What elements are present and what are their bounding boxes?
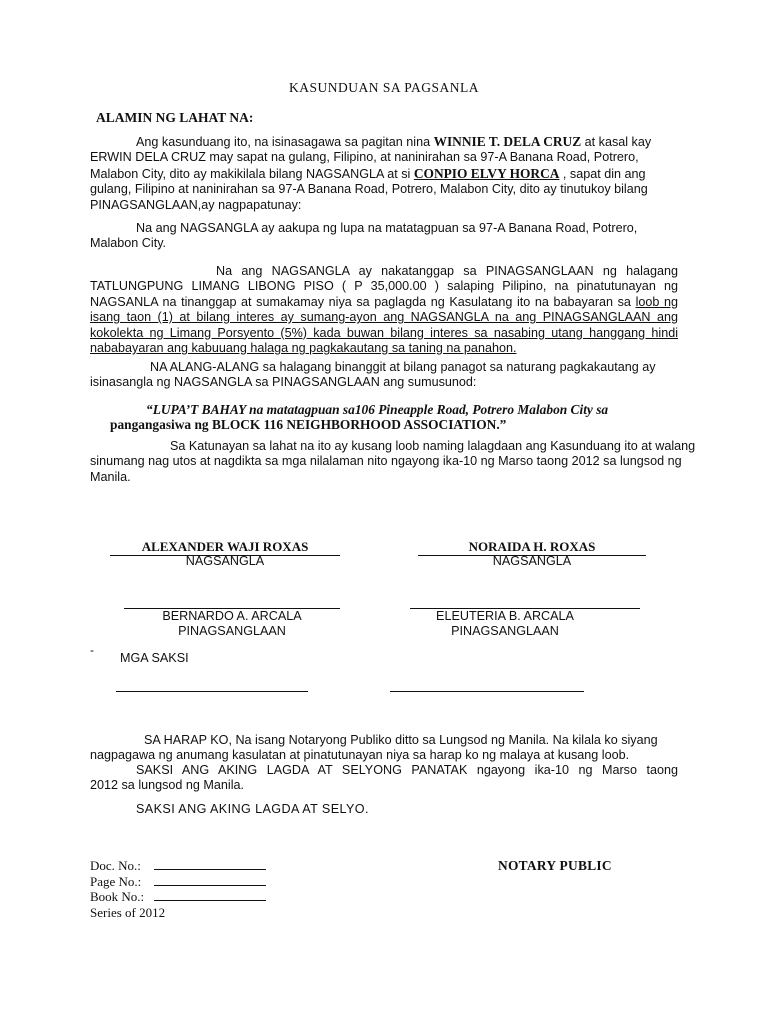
paragraph-line: Malabon City. [90, 236, 167, 251]
paragraph-line: PINAGSANGLAAN,ay nagpapatunay: [90, 197, 302, 212]
party-name: CONPIO ELVY HORCA [413, 165, 560, 181]
paragraph-line: SAKSI ANG AKING LAGDA AT SELYONG PANATAK ngayong ika-10 ng Marso taong [136, 763, 678, 777]
paragraph-collateral [90, 360, 678, 391]
paragraph-line: Na ang NAGSANGLA ay aakupa ng lupa na matatagpuan sa 97-A Banana Road, Potrero, [136, 221, 638, 235]
doc-no-row: Doc. No.: [90, 858, 266, 874]
document-title: KASUNDUAN SA PAGSANLA [288, 80, 480, 95]
paragraph-line: ERWIN DELA CRUZ may sapat na gulang, Filipino, at naninirahan sa 97-A Banana Road, Potrero, [90, 150, 639, 165]
paragraph-line: Ang kasunduang ito, na isinasagawa sa pagitan nina WINNIE T. DELA CRUZ at kasal kay [136, 134, 652, 149]
witness-signature-line [116, 691, 308, 692]
paragraph-parties [90, 134, 678, 213]
paragraph-line: SA HARAP KO, Na isang Notaryong Publiko ditto sa Lungsod ng Manila. Na kilala ko siyang [144, 733, 658, 747]
document-heading: ALAMIN NG LAHAT NA: [96, 110, 254, 125]
quote-line: pangangasiwa ng BLOCK 116 NEIGHBORHOOD ASSOCIATION.” [110, 417, 507, 432]
signatory-role: PINAGSANGLAAN [451, 624, 559, 638]
paragraph-line: sinumang nag utos at nagdikta sa mga nilalaman nito ngayong ika-10 ng Marso taong 2012 sa lungsod ng [90, 454, 682, 469]
signatory-name: ALEXANDER WAJI ROXAS [141, 539, 309, 554]
witness-signature-line [390, 691, 584, 692]
blank-field [154, 858, 266, 870]
paragraph-line: Sa Katunayan sa lahat na ito ay kusang loob naming lalagdaan ang Kasunduang ito at walang [170, 439, 696, 453]
paragraph-notary [90, 733, 678, 764]
paragraph-line: Malabon City, dito ay makikilala bilang NAGSANGLA at si CONPIO ELVY HORCA , sapat din ang [90, 165, 646, 181]
paragraph-loan [90, 264, 678, 356]
paragraph-line: nababayaran ang kabuuang halaga ng pagkakautang sa taning na panahon. [90, 341, 517, 356]
paragraph-line: kokolekta ng Limang Porsyento (5%) kada buwan bilang interes sa nasabing utang hanggang hindi [90, 325, 678, 340]
signatory-name: ELEUTERIA B. ARCALA [436, 609, 574, 623]
paragraph-line: isang taon (1) at bilang interes ay sumang-ayon ang NAGSANGLA na ang PINAGSANGLAAN ang [90, 310, 678, 325]
notary-public-label: NOTARY PUBLIC [498, 858, 612, 873]
book-no-row: Book No.: [90, 889, 266, 905]
paragraph-property [90, 221, 678, 252]
paragraph-notary-seal [90, 763, 678, 794]
page-no-row: Page No.: [90, 874, 266, 890]
blank-field [154, 889, 266, 901]
paragraph-line: nagpagawa ng anumang kasulatan at pinatutunayan niya sa harap ko ng malaya at kusang loob. [90, 748, 630, 763]
paragraph-line: NAGSANLA na tinanggap at sumakamay niya sa paglagda ng Kasulatang ito na babayaran sa loob ng [90, 294, 678, 309]
signatory-role: PINAGSANGLAAN [178, 624, 286, 638]
witnesses-label: MGA SAKSI [120, 651, 189, 665]
signatory-name: NORAIDA H. ROXAS [468, 539, 596, 554]
paragraph-line: TATLUNGPUNG LIMANG LIBONG PISO ( P 35,000.00 ) salaping Pilipino, na pinatutunayan ng [90, 279, 678, 294]
signatory-role: NAGSANGLA [185, 554, 265, 568]
collateral-description [110, 402, 690, 432]
signatory-role: NAGSANGLA [492, 554, 572, 568]
paragraph-line: Manila. [90, 469, 131, 484]
dash-mark: - [90, 643, 94, 657]
series-row: Series of 2012 [90, 904, 166, 920]
paragraph-line: isinasangla ng NAGSANGLA sa PINAGSANGLAAN ang sumusunod: [90, 375, 477, 390]
notary-witness-line: SAKSI ANG AKING LAGDA AT SELYO. [136, 802, 369, 816]
paragraph-attestation [90, 439, 696, 485]
notary-register [90, 858, 266, 920]
blank-field [154, 874, 266, 886]
quote-line: “LUPA’T BAHAY na matatagpuan sa106 Pineapple Road, Potrero Malabon City sa [146, 402, 609, 417]
paragraph-line: NA ALANG-ALANG sa halagang binanggit at bilang panagot sa naturang pagkakautang ay [150, 360, 656, 374]
paragraph-line: Na ang NAGSANGLA ay nakatanggap sa PINAGSANGLAAN ng halagang [216, 264, 678, 278]
paragraph-line: 2012 sa lungsod ng Manila. [90, 778, 245, 793]
paragraph-line: gulang, Filipino at naninirahan sa 97-A Banana Road, Potrero, Malabon City, dito ay tinutukoy bilang [90, 182, 648, 197]
party-name: WINNIE T. DELA CRUZ [433, 134, 582, 149]
signatory-name: BERNARDO A. ARCALA [162, 609, 302, 623]
